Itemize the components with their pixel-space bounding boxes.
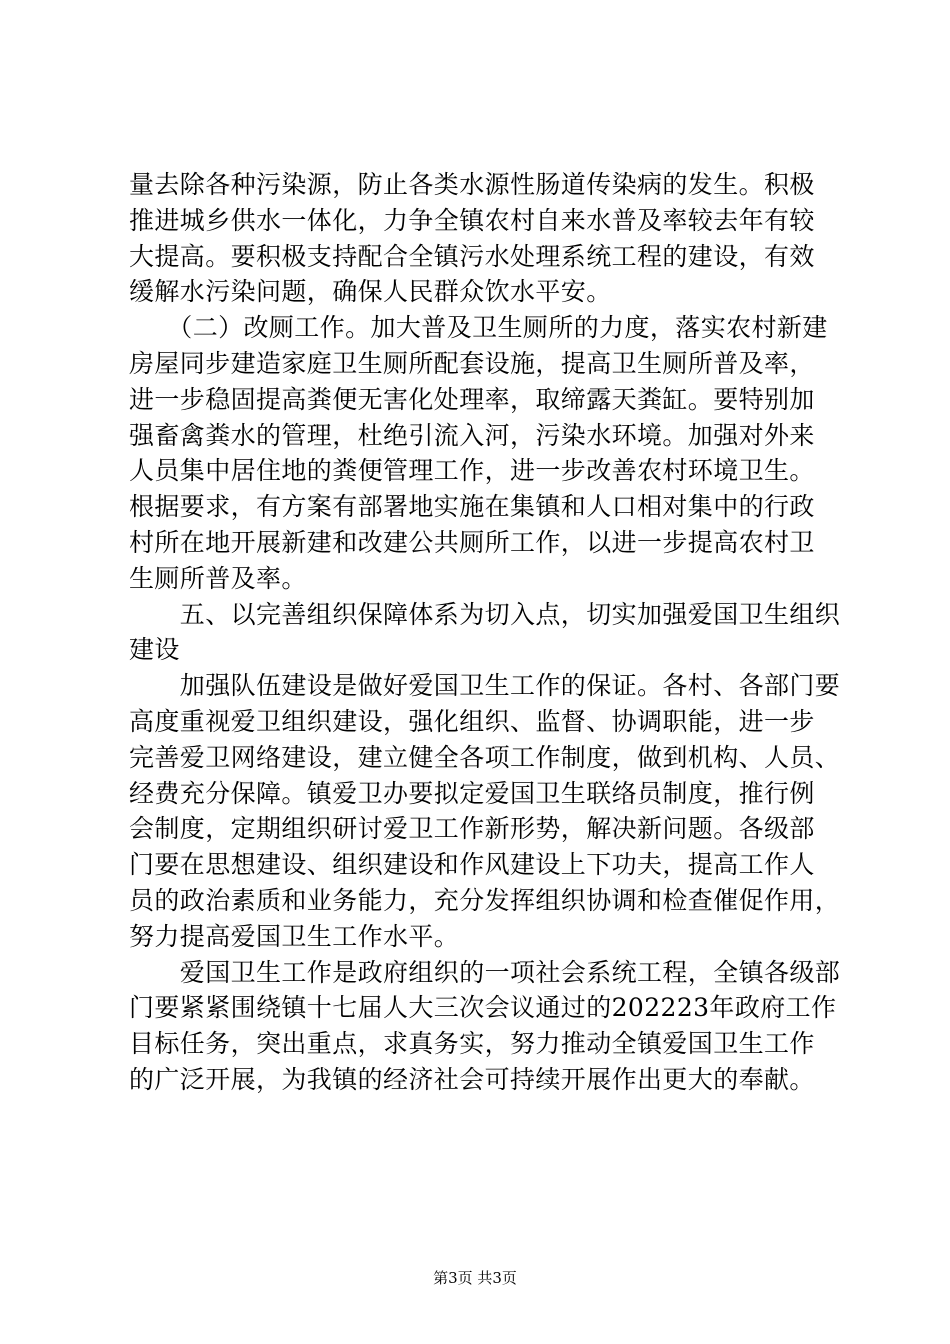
page-number: 第3页 共3页: [433, 1269, 517, 1287]
text-line: 强畜禽粪水的管理，杜绝引流入河，污染水环境。加强对外来: [129, 420, 815, 450]
text-line: 爱国卫生工作是政府组织的一项社会系统工程，全镇各级部: [129, 957, 841, 987]
text-line: 加强队伍建设是做好爱国卫生工作的保证。各村、各部门要: [129, 671, 841, 701]
text-line: 高度重视爱卫组织建设，强化组织、监督、协调职能，进一步: [129, 706, 815, 736]
text-line: 完善爱卫网络建设，建立健全各项工作制度，做到机构、人员、: [129, 742, 841, 772]
text-line: 门要紧紧围绕镇十七届人大三次会议通过的202223年政府工作: [129, 993, 837, 1023]
document-body: [129, 167, 841, 1098]
text-line: 的广泛开展，为我镇的经济社会可持续开展作出更大的奉献。: [129, 1064, 815, 1094]
text-line: 推进城乡供水一体化，力争全镇农村自来水普及率较去年有较: [129, 205, 815, 235]
text-line: （二）改厕工作。加大普及卫生厕所的力度，落实农村新建: [129, 313, 828, 343]
text-line: 员的政治素质和业务能力，充分发挥组织协调和检查催促作用，: [129, 885, 841, 915]
text-line: 门要在思想建设、组织建设和作风建设上下功夫，提高工作人: [129, 850, 815, 880]
text-line: 努力提高爱国卫生工作水平。: [129, 921, 460, 951]
text-line: 目标任务，突出重点，求真务实，努力推动全镇爱国卫生工作: [129, 1029, 815, 1059]
section-heading-line: 建设: [129, 635, 180, 665]
text-line: 人员集中居住地的粪便管理工作，进一步改善农村环境卫生。: [129, 456, 815, 486]
section-heading-line: 五、以完善组织保障体系为切入点，切实加强爱国卫生组织: [129, 599, 841, 629]
text-line: 量去除各种污染源，防止各类水源性肠道传染病的发生。积极: [129, 170, 815, 199]
text-line: 大提高。要积极支持配合全镇污水处理系统工程的建设，有效: [129, 241, 815, 271]
text-line: 经费充分保障。镇爱卫办要拟定爱国卫生联络员制度，推行例: [129, 778, 815, 808]
text-line: 会制度，定期组织研讨爱卫工作新形势，解决新问题。各级部: [129, 814, 815, 844]
text-line: 房屋同步建造家庭卫生厕所配套设施，提高卫生厕所普及率，: [129, 348, 815, 378]
text-line: 进一步稳固提高粪便无害化处理率，取缔露天粪缸。要特别加: [129, 384, 815, 414]
text-line: 生厕所普及率。: [129, 563, 307, 593]
page-footer: [0, 1268, 950, 1288]
text-line: 村所在地开展新建和改建公共厕所工作，以进一步提高农村卫: [129, 527, 815, 557]
text-line: 缓解水污染问题，确保人民群众饮水平安。: [129, 277, 612, 307]
text-line: 根据要求，有方案有部署地实施在集镇和人口相对集中的行政: [129, 492, 815, 522]
